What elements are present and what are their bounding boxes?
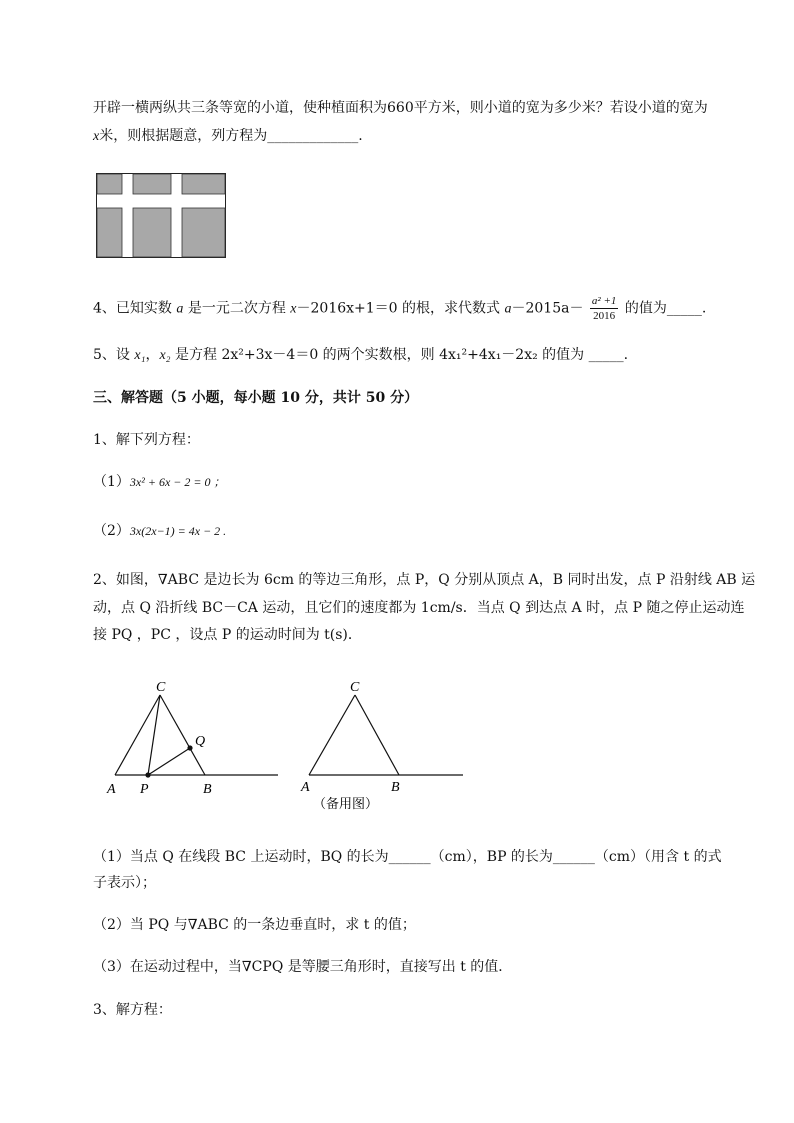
p2-line1: 2、如图，∇ABC 是边长为 6cm 的等边三角形，点 P，Q 分别从顶点 A，B 同时出发，点 P 沿射线 AB 运 xyxy=(93,572,756,588)
triangle-figure-spare xyxy=(295,672,470,817)
segment-pc xyxy=(148,695,160,775)
p2-line2: 动，点 Q 沿折线 BC－CA 运动，且它们的速度都为 1cm/s．当点 Q 到达点 A 时，点 P 随之停止运动连 xyxy=(93,600,745,616)
label-c: C xyxy=(350,680,360,695)
side-bc xyxy=(355,695,399,775)
plot-top-middle xyxy=(133,174,171,194)
point-q xyxy=(187,745,192,750)
p1-part-a: （1）3x² + 6x − 2 = 0 ； xyxy=(93,474,226,490)
p2-sub3: （3）在运动过程中，当∇CPQ 是等腰三角形时，直接写出 t 的值． xyxy=(93,959,513,975)
q3-text-line1: 开辟一横两纵共三条等宽的小道，使种植面积为660平方米，则小道的宽为多少米？若设小道的宽为 xyxy=(93,100,708,116)
garden-path-figure xyxy=(96,173,228,260)
side-ac xyxy=(309,695,355,775)
p2-sub2: （2）当 PQ 与∇ABC 的一条边垂直时，求 t 的值； xyxy=(93,917,416,933)
plot-top-left xyxy=(97,174,122,194)
p1-part-b: （2）3x(2x−1) = 4x − 2 . xyxy=(93,523,227,539)
var-x: x xyxy=(93,129,100,144)
plot-bottom-right xyxy=(182,208,225,257)
label-a: A xyxy=(107,782,116,797)
segment-pq xyxy=(148,748,190,775)
q3-answer-blank: 米，则根据题意，列方程为_____________. xyxy=(99,128,363,144)
p2-sub1-line1: （1）当点 Q 在线段 BC 上运动时，BQ 的长为______（cm），BP 的长为______（cm）（用含 t 的式 xyxy=(93,849,722,865)
p3-title: 3、解方程： xyxy=(93,1002,172,1018)
plot-bottom-left xyxy=(97,208,122,257)
label-b: B xyxy=(391,780,400,795)
figure-caption: （备用图） xyxy=(313,796,379,811)
label-q: Q xyxy=(195,734,206,749)
fraction: $\frac{\text{a² +1}}{2016}$ xyxy=(591,295,617,322)
label-p: P xyxy=(140,782,149,797)
triangle-figure-main xyxy=(100,672,280,800)
p2-line3: 接 PQ ，PC ，设点 P 的运动时间为 t(s)． xyxy=(93,627,362,643)
p2-sub1-line2: 子表示）； xyxy=(93,875,156,891)
section-heading: 三、解答题（5 小题，每小题 10 分，共计 50 分） xyxy=(93,390,419,406)
point-p xyxy=(145,772,150,777)
label-b: B xyxy=(203,782,212,797)
label-a: A xyxy=(301,780,310,795)
q3-text-line2 xyxy=(93,126,363,147)
plot-bottom-middle xyxy=(133,208,171,257)
q4-line: 4、已知实数 a 是一元二次方程 x－2016x+1＝0 的根，求代数式 a－2015a－ $\frac{\text{a² +1}}{2016}$ 的值为_____. xyxy=(93,295,707,322)
side-ac xyxy=(115,695,160,775)
p1-title: 1、解下列方程： xyxy=(93,432,200,448)
plot-top-right xyxy=(182,174,225,194)
q5-line: 5、设 x₁，x₂ 是方程 2x²+3x－4＝0 的两个实数根，则 4x₁²+4x₁－2x₂ 的值为 _____. xyxy=(93,347,629,363)
label-c: C xyxy=(156,680,166,695)
